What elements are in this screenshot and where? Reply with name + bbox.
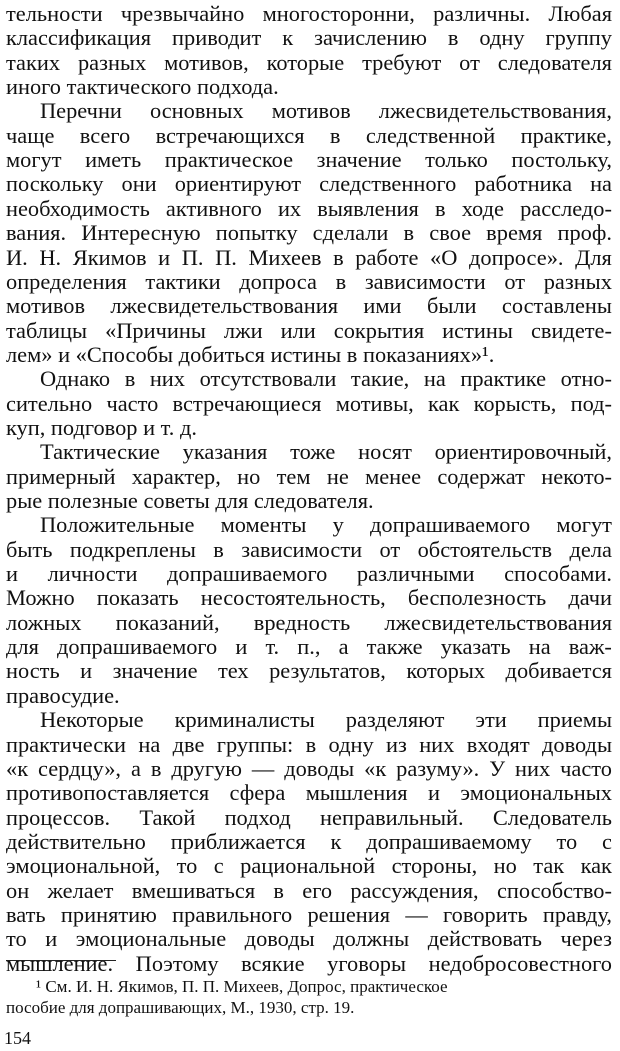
text-line: Тактические указания тоже носят ориентировочный, <box>40 439 612 465</box>
text-line: сительно часто встречающиеся мотивы, как корысть, под- <box>6 390 612 416</box>
text-line: тельности чрезвычайно многосторонни, различны. Любая <box>6 1 612 26</box>
text-line: действительно приближается к допрашиваемому то с <box>6 828 612 854</box>
text-line: вать принятию правильного решения — говорить правду, <box>6 901 612 927</box>
text-line: мотивов лжесвидетельствования ими были составлены <box>6 293 612 319</box>
text-line: мышление. Поэтому всякие уговоры недобросовестного <box>6 950 612 976</box>
text-line: ложных показаний, вредность лжесвидетельствования <box>6 609 612 635</box>
text-line: практически на две группы: в одну из них входят доводы <box>6 731 612 757</box>
text-line: могут иметь практическое значение только постольку, <box>6 147 612 173</box>
text-line: Перечни основных мотивов лжесвидетельствования, <box>40 98 612 124</box>
text-line: поскольку они ориентируют следственного работника на <box>6 171 612 197</box>
text-line: классификация приводит к зачислению в одну группу <box>6 25 612 51</box>
page-number: 154 <box>4 1028 31 1048</box>
text-line: эмоциональной, то с рациональной стороны, но так как <box>6 853 612 879</box>
text-line: ность и значение тех результатов, которых добивается <box>6 658 612 684</box>
text-line: для допрашиваемого и т. п., а также указать на важ- <box>6 634 612 660</box>
text-line: быть подкреплены в зависимости от обстоятельств дела <box>6 536 612 562</box>
text-line: определения тактики допроса в зависимости от разных <box>6 268 612 294</box>
text-line: правосудие. <box>6 682 120 708</box>
text-line: он желает вмешиваться в его рассуждения, способство- <box>6 877 612 903</box>
text-line: иного тактического подхода. <box>6 74 279 100</box>
text-line: вания. Интересную попытку сделали в свое время проф. <box>6 220 612 246</box>
text-line: таких разных мотивов, которые требуют от следователя <box>6 49 612 75</box>
text-line: Некоторые криминалисты разделяют эти приемы <box>40 707 612 733</box>
text-line: лем» и «Способы добиться истины в показаниях»¹. <box>6 341 495 367</box>
text-line: чаще всего встречающихся в следственной практике, <box>6 122 612 148</box>
text-line: и личности допрашиваемого различными способами. <box>6 561 612 587</box>
text-line: процессов. Такой подход неправильный. Следователь <box>6 804 612 830</box>
footnote-separator <box>6 960 116 961</box>
footnote-line-1: ¹ См. И. Н. Якимов, П. П. Михеев, Допрос, практическое <box>36 977 448 996</box>
text-line: Положительные моменты у допрашиваемого могут <box>40 512 612 538</box>
text-line: таблицы «Причины лжи или сокрытия истины свидете- <box>6 317 612 343</box>
footnote-line-2: пособие для допрашивающих, М., 1930, стр. 19. <box>6 998 355 1017</box>
text-line: Однако в них отсутствовали такие, на практике отно- <box>40 366 612 392</box>
text-line: «к сердцу», а в другую — доводы «к разуму». У них часто <box>6 755 612 781</box>
text-line: Можно показать несостоятельность, бесполезность дачи <box>6 585 612 611</box>
text-line: необходимость активного их выявления в ходе расследо- <box>6 195 612 221</box>
text-line: примерный характер, но тем не менее содержат некото- <box>6 463 612 489</box>
text-line: И. Н. Якимов и П. П. Михеев в работе «О допросе». Для <box>6 244 612 270</box>
text-line: куп, подговор и т. д. <box>6 414 197 440</box>
text-line: рые полезные советы для следователя. <box>6 488 374 513</box>
text-line: то и эмоциональные доводы должны действовать через <box>6 926 612 952</box>
text-line: противопоставляется сфера мышления и эмоциональных <box>6 780 612 806</box>
